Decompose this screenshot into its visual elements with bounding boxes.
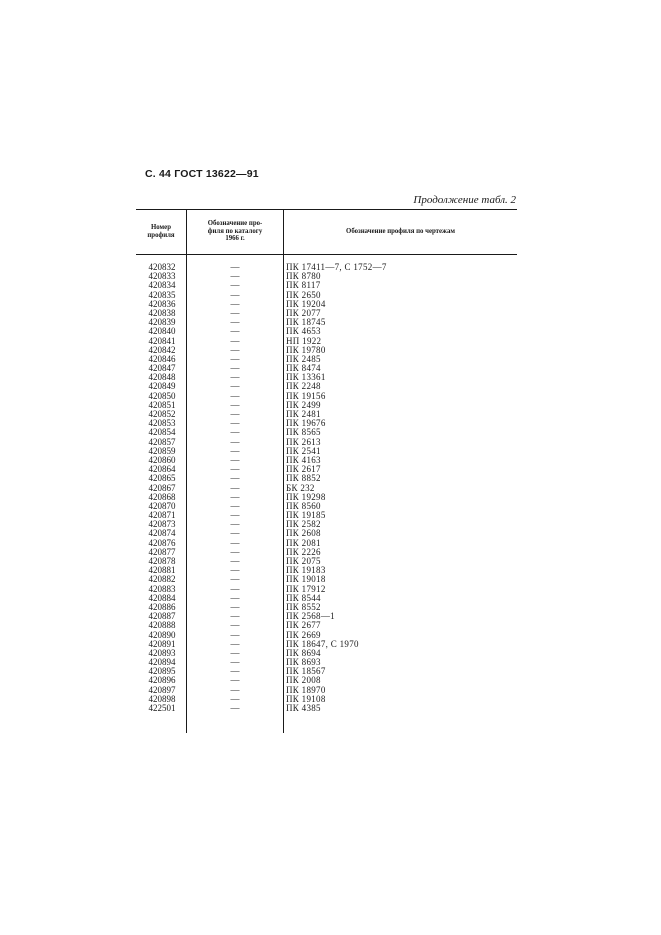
catalog-designation-cell: — <box>230 280 240 291</box>
catalog-designation-cell: — <box>230 482 240 493</box>
profile-number-cell: 420848 <box>148 372 176 383</box>
catalog-designation-cell: — <box>230 657 240 668</box>
catalog-designation-cell: — <box>230 271 240 282</box>
catalog-designation-cell: — <box>230 427 240 438</box>
catalog-designation-cell: — <box>230 583 240 594</box>
drawing-designation-cell: ПК 18567 <box>286 666 326 677</box>
drawing-designation-cell: ПК 18745 <box>286 317 326 328</box>
drawing-designation-cell: ПК 19676 <box>286 418 326 429</box>
header-catalog-designation <box>187 209 283 254</box>
drawing-designation-cell: ПК 2008 <box>286 675 321 686</box>
table-row <box>136 566 517 575</box>
profile-number-cell: 420849 <box>148 381 176 392</box>
drawing-designation-cell: ПК 18970 <box>286 684 326 695</box>
table-row <box>136 373 517 382</box>
table-row <box>136 438 517 447</box>
drawing-designation-cell: ПК 19183 <box>286 565 326 576</box>
table-row <box>136 346 517 355</box>
drawing-designation-cell: ПК 8852 <box>286 473 321 484</box>
table-row <box>136 621 517 630</box>
profile-number-cell: 420894 <box>148 657 176 668</box>
catalog-designation-cell: — <box>230 684 240 695</box>
table-row <box>136 327 517 336</box>
catalog-designation-cell: — <box>230 363 240 374</box>
catalog-designation-cell: — <box>230 565 240 576</box>
drawing-designation-cell: ПК 8544 <box>286 592 321 603</box>
drawing-designation-cell: ПК 2081 <box>286 537 321 548</box>
table-row <box>136 291 517 300</box>
table-row <box>136 281 517 290</box>
catalog-designation-cell: — <box>230 537 240 548</box>
drawing-designation-cell: ПК 19108 <box>286 693 326 704</box>
profile-number-cell: 420836 <box>148 298 176 309</box>
drawing-designation-cell: ПК 2617 <box>286 464 321 475</box>
table-row <box>136 410 517 419</box>
table-row <box>136 382 517 391</box>
profile-number-cell: 420842 <box>148 344 176 355</box>
profile-number-cell: 420840 <box>148 326 176 337</box>
header-line: профиля <box>147 231 175 239</box>
profile-number-cell: 420878 <box>148 556 176 566</box>
profile-number-cell: 420846 <box>148 353 176 364</box>
table-row <box>136 502 517 511</box>
table-row <box>136 419 517 428</box>
table-row <box>136 594 517 603</box>
table-row <box>136 456 517 465</box>
profile-number-cell: 420884 <box>148 592 176 603</box>
profile-number-cell: 420850 <box>148 390 176 401</box>
catalog-designation-cell: — <box>230 675 240 686</box>
table-header-rule <box>136 254 517 255</box>
catalog-designation-cell: — <box>230 601 240 612</box>
table-row <box>136 392 517 401</box>
catalog-designation-cell: — <box>230 454 240 465</box>
catalog-designation-cell: — <box>230 620 240 631</box>
drawing-designation-cell: ПК 19780 <box>286 344 326 355</box>
drawing-designation-cell: ПК 2677 <box>286 620 321 631</box>
catalog-designation-cell: — <box>230 556 240 566</box>
table-row <box>136 318 517 327</box>
table-row <box>136 484 517 493</box>
table-row <box>136 337 517 346</box>
table-row <box>136 465 517 474</box>
catalog-designation-cell: — <box>230 381 240 392</box>
table-row <box>136 511 517 520</box>
drawing-designation-cell: ПК 2226 <box>286 546 321 557</box>
catalog-designation-cell: — <box>230 344 240 355</box>
catalog-designation-cell: — <box>230 317 240 328</box>
profile-number-cell: 420859 <box>148 445 176 456</box>
drawing-designation-cell: ПК 4653 <box>286 326 321 337</box>
table-row <box>136 309 517 318</box>
profile-number-cell: 420854 <box>148 427 176 438</box>
catalog-designation-cell: — <box>230 592 240 603</box>
profile-number-cell: 420874 <box>148 528 176 539</box>
profile-number-cell: 420853 <box>148 418 176 429</box>
drawing-designation-cell: ПК 8694 <box>286 647 321 658</box>
drawing-designation-cell: ПК 2582 <box>286 519 321 530</box>
catalog-designation-cell: — <box>230 473 240 484</box>
catalog-designation-cell: — <box>230 353 240 364</box>
table-row <box>136 447 517 456</box>
drawing-designation-cell: ПК 4385 <box>286 703 321 713</box>
catalog-designation-cell: — <box>230 409 240 419</box>
profile-number-cell: 420877 <box>148 546 176 557</box>
drawing-designation-cell: ПК 8117 <box>286 280 321 291</box>
profile-number-cell: 420860 <box>148 454 176 465</box>
drawing-designation-cell: ПК 18647, С 1970 <box>286 638 359 649</box>
profile-number-cell: 422501 <box>148 703 176 713</box>
catalog-designation-cell: — <box>230 436 240 447</box>
drawing-designation-cell: ПК 19018 <box>286 574 326 585</box>
profile-number-cell: 420881 <box>148 565 176 576</box>
drawing-designation-cell: ПК 2077 <box>286 307 321 318</box>
profile-number-cell: 420891 <box>148 638 176 649</box>
profile-number-cell: 420833 <box>148 271 176 282</box>
header-profile-number <box>136 209 186 254</box>
profile-number-cell: 420882 <box>148 574 176 585</box>
profile-number-cell: 420898 <box>148 693 176 704</box>
table-row <box>136 575 517 584</box>
table-row <box>136 667 517 676</box>
table-row <box>136 300 517 309</box>
catalog-designation-cell: — <box>230 666 240 677</box>
table-row <box>136 364 517 373</box>
header-line: филя по каталогу <box>207 227 263 235</box>
profile-number-cell: 420886 <box>148 601 176 612</box>
drawing-designation-cell: ПК 19204 <box>286 298 326 309</box>
catalog-designation-cell: — <box>230 262 240 272</box>
drawing-designation-cell: ПК 13361 <box>286 372 326 383</box>
drawing-designation-cell: ПК 8474 <box>286 363 321 374</box>
catalog-designation-cell: — <box>230 335 240 346</box>
drawing-designation-cell: ПК 2481 <box>286 409 321 419</box>
table-body <box>136 263 517 713</box>
table-row <box>136 493 517 502</box>
drawing-designation-cell: ПК 19156 <box>286 390 326 401</box>
catalog-designation-cell: — <box>230 519 240 530</box>
table-row <box>136 640 517 649</box>
drawing-designation-cell: ПК 2613 <box>286 436 321 447</box>
profile-number-cell: 420868 <box>148 491 176 502</box>
drawing-designation-cell: ПК 2248 <box>286 381 321 392</box>
header-drawing-designation <box>284 209 517 254</box>
catalog-designation-cell: — <box>230 574 240 585</box>
table-row <box>136 649 517 658</box>
profile-number-cell: 420888 <box>148 620 176 631</box>
table-row <box>136 428 517 437</box>
drawing-designation-cell: ПК 8780 <box>286 271 321 282</box>
drawing-designation-cell: ПК 2499 <box>286 399 321 410</box>
profile-number-cell: 420887 <box>148 611 176 622</box>
profile-number-cell: 420883 <box>148 583 176 594</box>
table-row <box>136 272 517 281</box>
drawing-designation-cell: БК 232 <box>286 482 315 493</box>
drawing-designation-cell: ПК 17912 <box>286 583 326 594</box>
table-row <box>136 520 517 529</box>
catalog-designation-cell: — <box>230 693 240 704</box>
catalog-designation-cell: — <box>230 464 240 475</box>
header-line: Номер <box>151 223 171 231</box>
profile-number-cell: 420867 <box>148 482 176 493</box>
drawing-designation-cell: ПК 8552 <box>286 601 321 612</box>
drawing-designation-cell: ПК 19185 <box>286 510 326 521</box>
drawing-designation-cell: ПК 2568—1 <box>286 611 335 622</box>
profile-number-cell: 420870 <box>148 500 176 511</box>
table-row <box>136 695 517 704</box>
header-line: 1966 г. <box>225 235 245 243</box>
catalog-designation-cell: — <box>230 546 240 557</box>
catalog-designation-cell: — <box>230 638 240 649</box>
catalog-designation-cell: — <box>230 298 240 309</box>
table-row <box>136 548 517 557</box>
profile-number-cell: 420865 <box>148 473 176 484</box>
table-row <box>136 355 517 364</box>
table-row <box>136 658 517 667</box>
profile-number-cell: 420897 <box>148 684 176 695</box>
profile-number-cell: 420834 <box>148 280 176 291</box>
drawing-designation-cell: ПК 2669 <box>286 629 321 640</box>
table-row <box>136 686 517 695</box>
profile-number-cell: 420847 <box>148 363 176 374</box>
table-row <box>136 263 517 272</box>
profile-number-cell: 420890 <box>148 629 176 640</box>
table-row <box>136 557 517 566</box>
drawing-designation-cell: ПК 8560 <box>286 500 321 511</box>
profile-number-cell: 420876 <box>148 537 176 548</box>
catalog-designation-cell: — <box>230 326 240 337</box>
profile-number-cell: 420893 <box>148 647 176 658</box>
catalog-designation-cell: — <box>230 703 240 713</box>
table-row <box>136 612 517 621</box>
drawing-designation-cell: ПК 2075 <box>286 556 321 566</box>
profile-number-cell: 420835 <box>148 289 176 300</box>
table-row <box>136 529 517 538</box>
catalog-designation-cell: — <box>230 372 240 383</box>
profile-number-cell: 420857 <box>148 436 176 447</box>
profile-number-cell: 420838 <box>148 307 176 318</box>
catalog-designation-cell: — <box>230 491 240 502</box>
catalog-designation-cell: — <box>230 445 240 456</box>
profile-table <box>136 209 517 733</box>
drawing-designation-cell: ПК 2541 <box>286 445 321 456</box>
catalog-designation-cell: — <box>230 500 240 511</box>
header-line: Обозначение про- <box>207 220 263 228</box>
drawing-designation-cell: ПК 8565 <box>286 427 321 438</box>
drawing-designation-cell: ПК 2485 <box>286 353 321 364</box>
table-continuation-caption: Продолжение табл. 2 <box>413 194 516 206</box>
profile-number-cell: 420864 <box>148 464 176 475</box>
drawing-designation-cell: ПК 2608 <box>286 528 321 539</box>
catalog-designation-cell: — <box>230 647 240 658</box>
table-row <box>136 704 517 713</box>
profile-number-cell: 420832 <box>148 262 176 272</box>
catalog-designation-cell: — <box>230 528 240 539</box>
drawing-designation-cell: ПК 4163 <box>286 454 321 465</box>
profile-number-cell: 420896 <box>148 675 176 686</box>
profile-number-cell: 420895 <box>148 666 176 677</box>
page-header: С. 44 ГОСТ 13622—91 <box>145 168 259 180</box>
header-line: Обозначение профиля по чертежам <box>346 227 455 235</box>
table-row <box>136 585 517 594</box>
catalog-designation-cell: — <box>230 418 240 429</box>
catalog-designation-cell: — <box>230 629 240 640</box>
catalog-designation-cell: — <box>230 399 240 410</box>
table-row <box>136 401 517 410</box>
profile-number-cell: 420851 <box>148 399 176 410</box>
profile-number-cell: 420873 <box>148 519 176 530</box>
drawing-designation-cell: ПК 17411—7, С 1752—7 <box>286 262 387 272</box>
drawing-designation-cell: ПК 2650 <box>286 289 321 300</box>
profile-number-cell: 420841 <box>148 335 176 346</box>
table-row <box>136 539 517 548</box>
table-row <box>136 474 517 483</box>
profile-number-cell: 420871 <box>148 510 176 521</box>
catalog-designation-cell: — <box>230 390 240 401</box>
profile-number-cell: 420852 <box>148 409 176 419</box>
profile-number-cell: 420839 <box>148 317 176 328</box>
catalog-designation-cell: — <box>230 510 240 521</box>
drawing-designation-cell: НП 1922 <box>286 335 322 346</box>
drawing-designation-cell: ПК 8693 <box>286 657 321 668</box>
catalog-designation-cell: — <box>230 307 240 318</box>
catalog-designation-cell: — <box>230 611 240 622</box>
catalog-designation-cell: — <box>230 289 240 300</box>
table-row <box>136 676 517 685</box>
drawing-designation-cell: ПК 19298 <box>286 491 326 502</box>
